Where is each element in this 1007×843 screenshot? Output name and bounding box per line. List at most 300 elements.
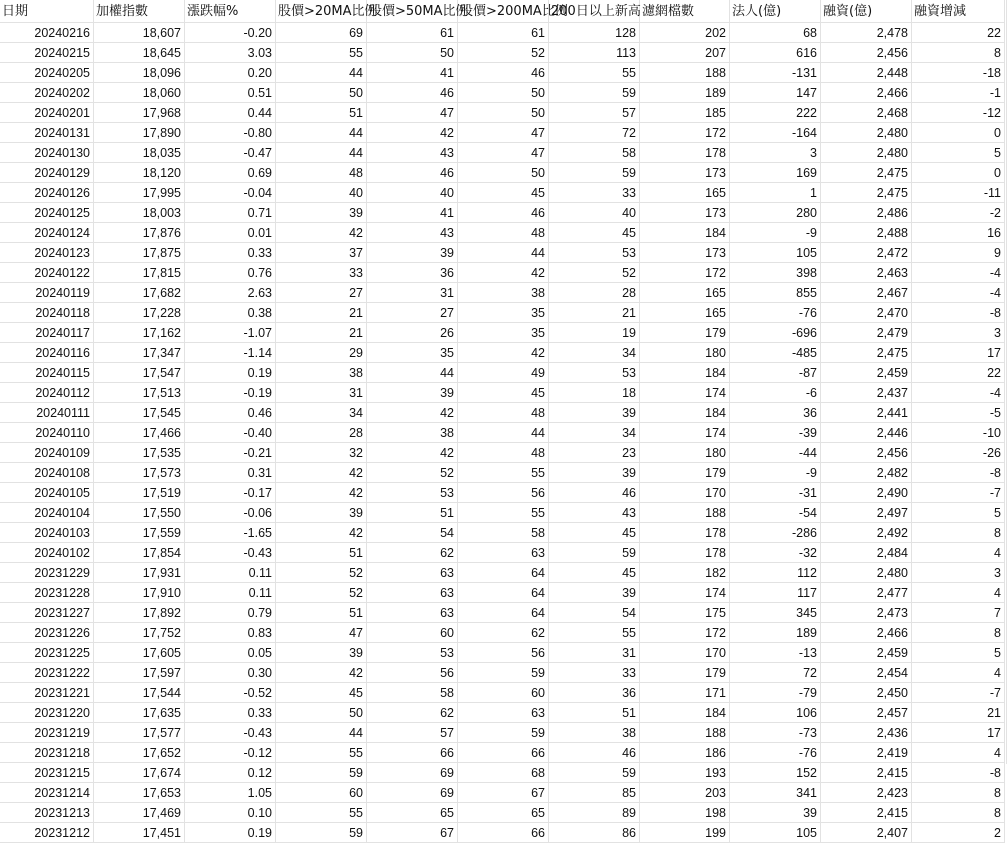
- table-cell[interactable]: 17,752: [94, 623, 185, 643]
- table-cell[interactable]: 20231227: [0, 603, 94, 623]
- table-cell[interactable]: 54: [367, 523, 458, 543]
- table-cell[interactable]: -0.40: [185, 423, 276, 443]
- table-cell[interactable]: 2,480: [821, 143, 912, 163]
- table-cell[interactable]: 20240112: [0, 383, 94, 403]
- table-cell[interactable]: 165: [640, 283, 730, 303]
- table-cell[interactable]: 189: [640, 83, 730, 103]
- table-cell[interactable]: 17,577: [94, 723, 185, 743]
- table-cell[interactable]: 20231229: [0, 563, 94, 583]
- table-cell[interactable]: 69: [367, 763, 458, 783]
- table-cell[interactable]: 2,479: [821, 323, 912, 343]
- header-above-20ma[interactable]: 股價>20MA比例: [276, 0, 367, 23]
- table-cell[interactable]: 0.46: [185, 403, 276, 423]
- table-cell[interactable]: 18,120: [94, 163, 185, 183]
- table-cell[interactable]: 63: [367, 603, 458, 623]
- table-cell[interactable]: 3: [912, 563, 1005, 583]
- table-cell[interactable]: 174: [640, 383, 730, 403]
- table-cell[interactable]: 21: [912, 703, 1005, 723]
- table-cell[interactable]: 2,470: [821, 303, 912, 323]
- table-cell[interactable]: 49: [458, 363, 549, 383]
- table-cell[interactable]: 8: [912, 783, 1005, 803]
- table-cell[interactable]: 20240129: [0, 163, 94, 183]
- table-cell[interactable]: 65: [367, 803, 458, 823]
- table-cell[interactable]: 2,450: [821, 683, 912, 703]
- table-cell[interactable]: 20240119: [0, 283, 94, 303]
- table-cell[interactable]: 106: [730, 703, 821, 723]
- table-cell[interactable]: 0.11: [185, 563, 276, 583]
- table-cell[interactable]: 8: [912, 523, 1005, 543]
- table-cell[interactable]: 2,497: [821, 503, 912, 523]
- table-cell[interactable]: 41: [367, 203, 458, 223]
- table-cell[interactable]: 20240125: [0, 203, 94, 223]
- table-cell[interactable]: -0.21: [185, 443, 276, 463]
- table-cell[interactable]: 184: [640, 223, 730, 243]
- table-cell[interactable]: 207: [640, 43, 730, 63]
- table-cell[interactable]: 54: [549, 603, 640, 623]
- table-cell[interactable]: 17: [912, 343, 1005, 363]
- table-cell[interactable]: 40: [367, 183, 458, 203]
- table-cell[interactable]: 44: [276, 123, 367, 143]
- table-cell[interactable]: 59: [276, 763, 367, 783]
- table-cell[interactable]: 44: [276, 723, 367, 743]
- table-cell[interactable]: 55: [276, 43, 367, 63]
- table-cell[interactable]: 2,437: [821, 383, 912, 403]
- table-cell[interactable]: 152: [730, 763, 821, 783]
- table-cell[interactable]: 2,459: [821, 363, 912, 383]
- table-cell[interactable]: 9: [912, 243, 1005, 263]
- table-cell[interactable]: -54: [730, 503, 821, 523]
- table-cell[interactable]: 171: [640, 683, 730, 703]
- table-cell[interactable]: 21: [549, 303, 640, 323]
- table-cell[interactable]: -0.06: [185, 503, 276, 523]
- table-cell[interactable]: 85: [549, 783, 640, 803]
- table-cell[interactable]: 4: [912, 743, 1005, 763]
- table-cell[interactable]: 48: [458, 403, 549, 423]
- table-cell[interactable]: 179: [640, 663, 730, 683]
- table-cell[interactable]: 20231214: [0, 783, 94, 803]
- table-cell[interactable]: -32: [730, 543, 821, 563]
- table-cell[interactable]: 8: [912, 43, 1005, 63]
- header-above-50ma[interactable]: 股價>50MA比例: [367, 0, 458, 23]
- table-cell[interactable]: 50: [458, 83, 549, 103]
- table-cell[interactable]: 186: [640, 743, 730, 763]
- table-cell[interactable]: 60: [367, 623, 458, 643]
- table-cell[interactable]: 69: [276, 23, 367, 43]
- table-cell[interactable]: 147: [730, 83, 821, 103]
- table-cell[interactable]: 47: [367, 103, 458, 123]
- table-cell[interactable]: 46: [458, 63, 549, 83]
- header-institutional[interactable]: 法人(億): [730, 0, 821, 23]
- table-cell[interactable]: 57: [367, 723, 458, 743]
- table-cell[interactable]: 17,519: [94, 483, 185, 503]
- table-cell[interactable]: 61: [367, 23, 458, 43]
- table-cell[interactable]: -18: [912, 63, 1005, 83]
- table-cell[interactable]: 51: [276, 603, 367, 623]
- table-cell[interactable]: 2,482: [821, 463, 912, 483]
- table-cell[interactable]: 18: [549, 383, 640, 403]
- table-cell[interactable]: 3: [912, 323, 1005, 343]
- table-cell[interactable]: 64: [458, 583, 549, 603]
- table-cell[interactable]: 0.83: [185, 623, 276, 643]
- header-200d-high[interactable]: 200日以上新高: [549, 0, 640, 23]
- table-cell[interactable]: 20231222: [0, 663, 94, 683]
- table-cell[interactable]: 52: [367, 463, 458, 483]
- table-cell[interactable]: 63: [367, 583, 458, 603]
- table-cell[interactable]: 198: [640, 803, 730, 823]
- table-cell[interactable]: -4: [912, 383, 1005, 403]
- table-cell[interactable]: 45: [549, 563, 640, 583]
- header-margin-change[interactable]: 融資增減: [912, 0, 1005, 23]
- table-cell[interactable]: 17: [912, 723, 1005, 743]
- table-cell[interactable]: 20240104: [0, 503, 94, 523]
- table-cell[interactable]: 20240216: [0, 23, 94, 43]
- table-cell[interactable]: 45: [549, 523, 640, 543]
- table-cell[interactable]: 4: [912, 543, 1005, 563]
- table-cell[interactable]: 33: [549, 663, 640, 683]
- table-cell[interactable]: 39: [549, 583, 640, 603]
- table-cell[interactable]: 60: [458, 683, 549, 703]
- table-cell[interactable]: -131: [730, 63, 821, 83]
- table-cell[interactable]: 29: [276, 343, 367, 363]
- table-cell[interactable]: -0.12: [185, 743, 276, 763]
- table-cell[interactable]: 62: [367, 543, 458, 563]
- table-cell[interactable]: 20240110: [0, 423, 94, 443]
- table-cell[interactable]: 17,892: [94, 603, 185, 623]
- table-cell[interactable]: 0.33: [185, 243, 276, 263]
- table-cell[interactable]: 20240118: [0, 303, 94, 323]
- table-cell[interactable]: 48: [458, 443, 549, 463]
- table-cell[interactable]: -1.65: [185, 523, 276, 543]
- table-cell[interactable]: 57: [549, 103, 640, 123]
- table-cell[interactable]: 40: [276, 183, 367, 203]
- table-cell[interactable]: -8: [912, 763, 1005, 783]
- table-cell[interactable]: 22: [912, 363, 1005, 383]
- table-cell[interactable]: 45: [458, 183, 549, 203]
- header-margin[interactable]: 融資(億): [821, 0, 912, 23]
- table-cell[interactable]: 55: [276, 803, 367, 823]
- table-cell[interactable]: 17,674: [94, 763, 185, 783]
- table-cell[interactable]: -76: [730, 743, 821, 763]
- table-cell[interactable]: 17,545: [94, 403, 185, 423]
- table-cell[interactable]: -5: [912, 403, 1005, 423]
- table-cell[interactable]: 17,875: [94, 243, 185, 263]
- table-cell[interactable]: 17,995: [94, 183, 185, 203]
- table-cell[interactable]: 4: [912, 583, 1005, 603]
- table-cell[interactable]: 0.20: [185, 63, 276, 83]
- table-cell[interactable]: -1: [912, 83, 1005, 103]
- table-cell[interactable]: 0.31: [185, 463, 276, 483]
- table-cell[interactable]: 18,645: [94, 43, 185, 63]
- table-cell[interactable]: -76: [730, 303, 821, 323]
- table-cell[interactable]: 51: [276, 543, 367, 563]
- table-cell[interactable]: 2,472: [821, 243, 912, 263]
- table-cell[interactable]: 18,060: [94, 83, 185, 103]
- table-cell[interactable]: 64: [458, 563, 549, 583]
- table-cell[interactable]: 2,457: [821, 703, 912, 723]
- table-cell[interactable]: 23: [549, 443, 640, 463]
- table-cell[interactable]: 20231219: [0, 723, 94, 743]
- table-cell[interactable]: 117: [730, 583, 821, 603]
- table-cell[interactable]: -7: [912, 683, 1005, 703]
- table-cell[interactable]: 42: [276, 483, 367, 503]
- table-cell[interactable]: 175: [640, 603, 730, 623]
- table-cell[interactable]: 202: [640, 23, 730, 43]
- table-cell[interactable]: 55: [549, 623, 640, 643]
- table-cell[interactable]: 17,854: [94, 543, 185, 563]
- table-cell[interactable]: 59: [549, 83, 640, 103]
- table-cell[interactable]: 17,635: [94, 703, 185, 723]
- header-above-200ma[interactable]: 股價>200MA比例: [458, 0, 549, 23]
- table-cell[interactable]: -31: [730, 483, 821, 503]
- table-cell[interactable]: -0.17: [185, 483, 276, 503]
- table-cell[interactable]: 4: [912, 663, 1005, 683]
- table-cell[interactable]: 31: [276, 383, 367, 403]
- table-cell[interactable]: 20231228: [0, 583, 94, 603]
- table-cell[interactable]: 44: [276, 63, 367, 83]
- table-cell[interactable]: 0.69: [185, 163, 276, 183]
- table-cell[interactable]: 17,890: [94, 123, 185, 143]
- table-cell[interactable]: 68: [730, 23, 821, 43]
- table-cell[interactable]: 67: [367, 823, 458, 843]
- table-cell[interactable]: 17,815: [94, 263, 185, 283]
- table-cell[interactable]: 67: [458, 783, 549, 803]
- table-cell[interactable]: 17,910: [94, 583, 185, 603]
- table-cell[interactable]: 20240103: [0, 523, 94, 543]
- table-cell[interactable]: 17,682: [94, 283, 185, 303]
- table-cell[interactable]: 0.19: [185, 823, 276, 843]
- table-cell[interactable]: 2,473: [821, 603, 912, 623]
- table-cell[interactable]: 189: [730, 623, 821, 643]
- table-cell[interactable]: 31: [367, 283, 458, 303]
- table-cell[interactable]: 178: [640, 543, 730, 563]
- table-cell[interactable]: 17,513: [94, 383, 185, 403]
- table-cell[interactable]: 0.01: [185, 223, 276, 243]
- table-cell[interactable]: 53: [367, 643, 458, 663]
- table-cell[interactable]: 36: [549, 683, 640, 703]
- table-cell[interactable]: 42: [276, 523, 367, 543]
- table-cell[interactable]: 172: [640, 123, 730, 143]
- table-cell[interactable]: 2,478: [821, 23, 912, 43]
- table-cell[interactable]: 2,484: [821, 543, 912, 563]
- table-cell[interactable]: 0: [912, 123, 1005, 143]
- table-cell[interactable]: 32: [276, 443, 367, 463]
- table-cell[interactable]: 42: [367, 403, 458, 423]
- table-cell[interactable]: 113: [549, 43, 640, 63]
- table-cell[interactable]: 39: [367, 383, 458, 403]
- table-cell[interactable]: 55: [458, 463, 549, 483]
- table-cell[interactable]: 89: [549, 803, 640, 823]
- table-cell[interactable]: 52: [549, 263, 640, 283]
- table-cell[interactable]: 42: [276, 223, 367, 243]
- table-cell[interactable]: 112: [730, 563, 821, 583]
- table-cell[interactable]: 173: [640, 203, 730, 223]
- table-cell[interactable]: 69: [367, 783, 458, 803]
- table-cell[interactable]: 48: [458, 223, 549, 243]
- table-cell[interactable]: 48: [276, 163, 367, 183]
- table-cell[interactable]: -79: [730, 683, 821, 703]
- table-cell[interactable]: 55: [458, 503, 549, 523]
- table-cell[interactable]: -1.07: [185, 323, 276, 343]
- table-cell[interactable]: 38: [276, 363, 367, 383]
- table-cell[interactable]: -0.20: [185, 23, 276, 43]
- table-cell[interactable]: 174: [640, 583, 730, 603]
- header-index[interactable]: 加權指數: [94, 0, 185, 23]
- table-cell[interactable]: -4: [912, 283, 1005, 303]
- table-cell[interactable]: -0.47: [185, 143, 276, 163]
- table-cell[interactable]: 2,477: [821, 583, 912, 603]
- table-cell[interactable]: 180: [640, 343, 730, 363]
- table-cell[interactable]: 18,096: [94, 63, 185, 83]
- table-cell[interactable]: 63: [458, 543, 549, 563]
- table-cell[interactable]: 51: [367, 503, 458, 523]
- table-cell[interactable]: 52: [458, 43, 549, 63]
- table-cell[interactable]: 345: [730, 603, 821, 623]
- table-cell[interactable]: 8: [912, 803, 1005, 823]
- table-cell[interactable]: 17,544: [94, 683, 185, 703]
- table-cell[interactable]: 2,436: [821, 723, 912, 743]
- table-cell[interactable]: 42: [276, 663, 367, 683]
- table-cell[interactable]: -10: [912, 423, 1005, 443]
- table-cell[interactable]: 58: [367, 683, 458, 703]
- table-cell[interactable]: 2,488: [821, 223, 912, 243]
- table-cell[interactable]: 193: [640, 763, 730, 783]
- table-cell[interactable]: 5: [912, 643, 1005, 663]
- table-cell[interactable]: 185: [640, 103, 730, 123]
- table-cell[interactable]: -9: [730, 223, 821, 243]
- table-cell[interactable]: 165: [640, 183, 730, 203]
- table-cell[interactable]: 17,559: [94, 523, 185, 543]
- table-cell[interactable]: 34: [549, 423, 640, 443]
- table-cell[interactable]: 38: [458, 283, 549, 303]
- table-cell[interactable]: 0: [912, 163, 1005, 183]
- table-cell[interactable]: 17,876: [94, 223, 185, 243]
- table-cell[interactable]: 46: [367, 83, 458, 103]
- table-cell[interactable]: 2,441: [821, 403, 912, 423]
- table-cell[interactable]: 51: [276, 103, 367, 123]
- table-cell[interactable]: 0.76: [185, 263, 276, 283]
- table-cell[interactable]: -6: [730, 383, 821, 403]
- table-cell[interactable]: 42: [367, 123, 458, 143]
- table-cell[interactable]: 56: [367, 663, 458, 683]
- table-cell[interactable]: 61: [458, 23, 549, 43]
- table-cell[interactable]: 17,597: [94, 663, 185, 683]
- table-cell[interactable]: 55: [276, 743, 367, 763]
- table-cell[interactable]: 0.30: [185, 663, 276, 683]
- table-cell[interactable]: 17,652: [94, 743, 185, 763]
- table-cell[interactable]: 1: [730, 183, 821, 203]
- table-cell[interactable]: 59: [276, 823, 367, 843]
- table-cell[interactable]: 173: [640, 163, 730, 183]
- table-cell[interactable]: -1.14: [185, 343, 276, 363]
- table-cell[interactable]: 188: [640, 63, 730, 83]
- table-cell[interactable]: -9: [730, 463, 821, 483]
- table-cell[interactable]: 17,550: [94, 503, 185, 523]
- table-cell[interactable]: 0.11: [185, 583, 276, 603]
- table-cell[interactable]: 17,968: [94, 103, 185, 123]
- table-cell[interactable]: 41: [367, 63, 458, 83]
- table-cell[interactable]: -11: [912, 183, 1005, 203]
- table-cell[interactable]: 179: [640, 463, 730, 483]
- table-cell[interactable]: 27: [276, 283, 367, 303]
- table-cell[interactable]: 0.12: [185, 763, 276, 783]
- table-cell[interactable]: 20240202: [0, 83, 94, 103]
- table-cell[interactable]: 18,035: [94, 143, 185, 163]
- table-cell[interactable]: 170: [640, 483, 730, 503]
- table-cell[interactable]: -12: [912, 103, 1005, 123]
- table-cell[interactable]: 2,463: [821, 263, 912, 283]
- table-cell[interactable]: 50: [367, 43, 458, 63]
- table-cell[interactable]: 37: [276, 243, 367, 263]
- table-cell[interactable]: 855: [730, 283, 821, 303]
- table-cell[interactable]: 35: [458, 323, 549, 343]
- table-cell[interactable]: 17,228: [94, 303, 185, 323]
- table-cell[interactable]: 203: [640, 783, 730, 803]
- table-cell[interactable]: 3: [730, 143, 821, 163]
- table-cell[interactable]: -0.43: [185, 543, 276, 563]
- table-cell[interactable]: -0.04: [185, 183, 276, 203]
- table-cell[interactable]: 182: [640, 563, 730, 583]
- table-cell[interactable]: 2,459: [821, 643, 912, 663]
- table-cell[interactable]: 53: [549, 363, 640, 383]
- table-cell[interactable]: 18,607: [94, 23, 185, 43]
- table-cell[interactable]: 18,003: [94, 203, 185, 223]
- table-cell[interactable]: 42: [367, 443, 458, 463]
- table-cell[interactable]: 55: [549, 63, 640, 83]
- table-cell[interactable]: 68: [458, 763, 549, 783]
- table-cell[interactable]: 5: [912, 143, 1005, 163]
- table-cell[interactable]: 59: [458, 663, 549, 683]
- table-cell[interactable]: 38: [367, 423, 458, 443]
- table-cell[interactable]: 22: [912, 23, 1005, 43]
- table-cell[interactable]: -13: [730, 643, 821, 663]
- table-cell[interactable]: 20240123: [0, 243, 94, 263]
- table-cell[interactable]: 199: [640, 823, 730, 843]
- table-cell[interactable]: 44: [458, 423, 549, 443]
- table-cell[interactable]: -73: [730, 723, 821, 743]
- table-cell[interactable]: -26: [912, 443, 1005, 463]
- table-cell[interactable]: 20240124: [0, 223, 94, 243]
- table-cell[interactable]: 20231213: [0, 803, 94, 823]
- table-cell[interactable]: 43: [367, 143, 458, 163]
- table-cell[interactable]: -87: [730, 363, 821, 383]
- table-cell[interactable]: 172: [640, 623, 730, 643]
- table-cell[interactable]: 45: [549, 223, 640, 243]
- table-cell[interactable]: 21: [276, 303, 367, 323]
- table-cell[interactable]: 2,423: [821, 783, 912, 803]
- table-cell[interactable]: 45: [458, 383, 549, 403]
- table-cell[interactable]: 17,605: [94, 643, 185, 663]
- table-cell[interactable]: 28: [549, 283, 640, 303]
- table-cell[interactable]: 62: [367, 703, 458, 723]
- table-cell[interactable]: 2,446: [821, 423, 912, 443]
- table-cell[interactable]: 20240131: [0, 123, 94, 143]
- table-cell[interactable]: 184: [640, 403, 730, 423]
- table-cell[interactable]: -696: [730, 323, 821, 343]
- header-date[interactable]: 日期: [0, 0, 94, 23]
- table-cell[interactable]: 56: [458, 643, 549, 663]
- table-cell[interactable]: 59: [549, 163, 640, 183]
- table-cell[interactable]: 0.05: [185, 643, 276, 663]
- table-cell[interactable]: 7: [912, 603, 1005, 623]
- table-cell[interactable]: 174: [640, 423, 730, 443]
- table-cell[interactable]: 2,466: [821, 83, 912, 103]
- table-cell[interactable]: 39: [549, 403, 640, 423]
- table-cell[interactable]: 20240201: [0, 103, 94, 123]
- table-cell[interactable]: 173: [640, 243, 730, 263]
- table-cell[interactable]: 50: [276, 703, 367, 723]
- table-cell[interactable]: 20240126: [0, 183, 94, 203]
- table-cell[interactable]: 616: [730, 43, 821, 63]
